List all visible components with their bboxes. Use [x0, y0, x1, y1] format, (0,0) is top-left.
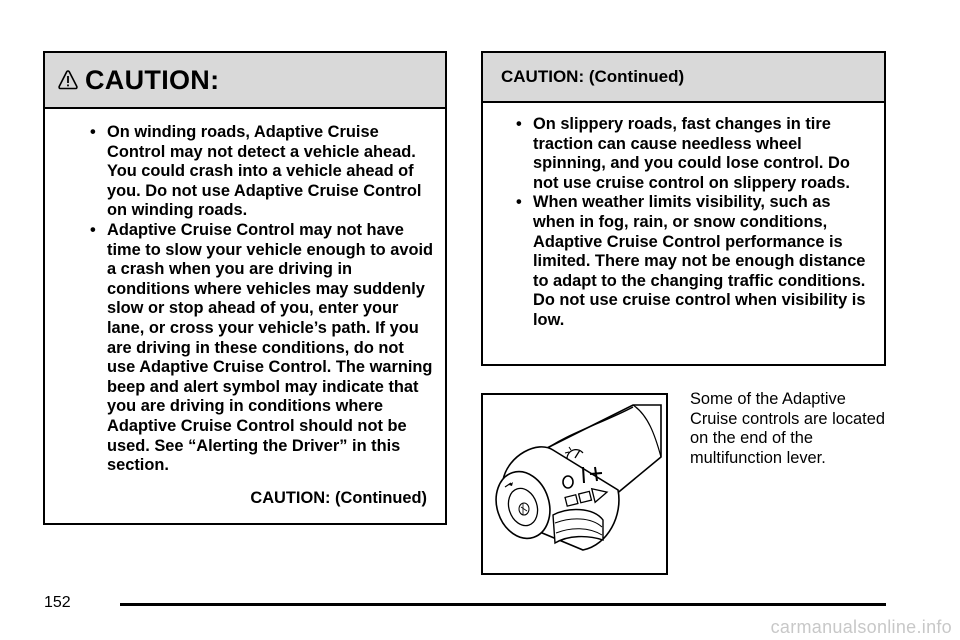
caution-title: CAUTION:: [85, 64, 220, 95]
caution-header: [45, 53, 445, 109]
caution-continued-label: CAUTION: (Continued): [250, 489, 427, 507]
footer-rule: [120, 603, 886, 606]
caution-continued-title: CAUTION: (Continued): [501, 67, 685, 86]
caution-continued-box: [481, 51, 886, 366]
caution-box: [43, 51, 447, 525]
watermark: carmanualsonline.info: [770, 617, 952, 637]
multifunction-lever-illustration: [483, 395, 666, 573]
caution-item: • When weather limits visibility, such as when in fog, rain, or snow conditions, Adaptive Cruise Control performance is limited. There may not be enough distance to adapt to the changing traffic conditions. Do not use cruise control when visibility is low.: [516, 193, 876, 330]
caution-item: • On winding roads, Adaptive Cruise Control may not detect a vehicle ahead. You could crash into a vehicle ahead of you. Do not use Adaptive Cruise Control on winding roads.: [90, 123, 435, 221]
caution-continued-list: [516, 115, 876, 331]
warning-icon: [57, 69, 79, 91]
caution-item: • Adaptive Cruise Control may not have time to slow your vehicle enough to avoid a crash when you are driving in conditions where vehicles may suddenly slow or stop ahead of you, enter your lane, or cross your vehicle’s path. If you are driving in these conditions, do not use Adaptive Cruise Control. The warning beep and alert symbol may indicate that you are driving in conditions where Adaptive Cruise Control should not be used. See “Alerting the Driver” in this section.: [90, 221, 435, 476]
caution-list: [90, 123, 435, 476]
lever-figure: [481, 393, 668, 575]
caution-item: • On slippery roads, fast changes in tire traction can cause needless wheel spinning, and you could lose control. Do not use cruise control on slippery roads.: [516, 115, 876, 193]
caution-continued-header: [483, 53, 884, 103]
figure-caption: Some of the Adaptive Cruise controls are located on the end of the multifunction lever.: [690, 390, 885, 467]
page-number: 152: [44, 594, 71, 611]
